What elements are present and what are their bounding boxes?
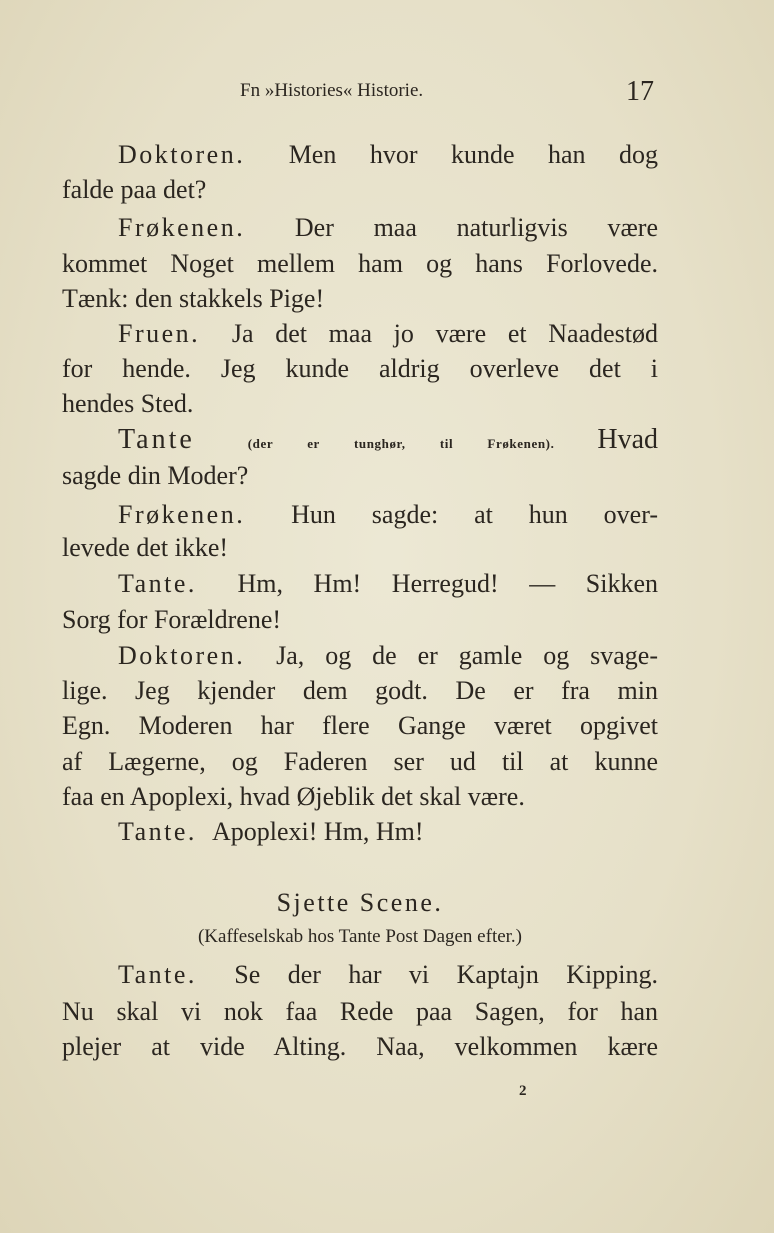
speaker: Tante. xyxy=(118,569,197,598)
text-line: hendes Sted. xyxy=(62,389,194,418)
text-line: falde paa det? xyxy=(62,175,207,204)
text-line: levede det ikke! xyxy=(62,533,229,562)
stage-direction: (der er tunghør, til Frøkenen). xyxy=(247,436,555,451)
text-line: Tænk: den stakkels Pige! xyxy=(62,284,325,313)
text-line: plejer at vide Alting. Naa, velkommen kære xyxy=(62,1032,658,1061)
speaker: Tante. xyxy=(118,817,197,846)
text-line: Frøkenen. Hun sagde: at hun over- xyxy=(118,500,658,529)
text-line: Tante (der er tunghør, til Frøkenen). Hvad xyxy=(118,424,658,455)
text-line: Doktoren. Ja, og de er gamle og svage- xyxy=(118,641,658,670)
text-line: Tante. Hm, Hm! Herregud! — Sikken xyxy=(118,569,658,598)
speaker: Frøkenen. xyxy=(118,213,246,242)
text-line: Sorg for Forældrene! xyxy=(62,605,282,634)
text-line: Doktoren. Men hvor kunde han dog xyxy=(118,140,658,169)
text-line: sagde din Moder? xyxy=(62,461,249,490)
scene-direction: (Kaffeselskab hos Tante Post Dagen efter.) xyxy=(197,926,523,947)
text-line: Fruen. Ja det maa jo være et Naadestød xyxy=(118,319,658,348)
speaker: Doktoren. xyxy=(118,641,246,670)
text-line: lige. Jeg kjender dem godt. De er fra min xyxy=(62,676,658,705)
speaker: Frøkenen. xyxy=(118,500,246,529)
text-line: Tante. Se der har vi Kaptajn Kipping. xyxy=(118,960,658,989)
scene-title: Sjette Scene. xyxy=(276,888,444,917)
speaker: Fruen. xyxy=(118,319,201,348)
text-line: af Lægerne, og Faderen ser ud til at kunne xyxy=(62,747,658,776)
text-line: faa en Apoplexi, hvad Øjeblik det skal være. xyxy=(62,782,525,811)
speaker: Tante. xyxy=(118,960,197,989)
text-line: Tante. Apoplexi! Hm, Hm! xyxy=(118,817,424,846)
text-line: Nu skal vi nok faa Rede paa Sagen, for han xyxy=(62,997,658,1026)
page-number: 17 xyxy=(626,76,654,107)
text-line: Frøkenen. Der maa naturligvis være xyxy=(118,213,658,242)
signature-mark: 2 xyxy=(519,1083,527,1099)
running-header: Fn »Histories« Historie. xyxy=(240,80,424,101)
speaker: Tante xyxy=(118,424,195,455)
text-line: Egn. Moderen har flere Gange været opgivet xyxy=(62,711,658,740)
text-line: kommet Noget mellem ham og hans Forlovede. xyxy=(62,249,658,278)
text-line: for hende. Jeg kunde aldrig overleve det i xyxy=(62,354,658,383)
speaker: Doktoren. xyxy=(118,140,246,169)
